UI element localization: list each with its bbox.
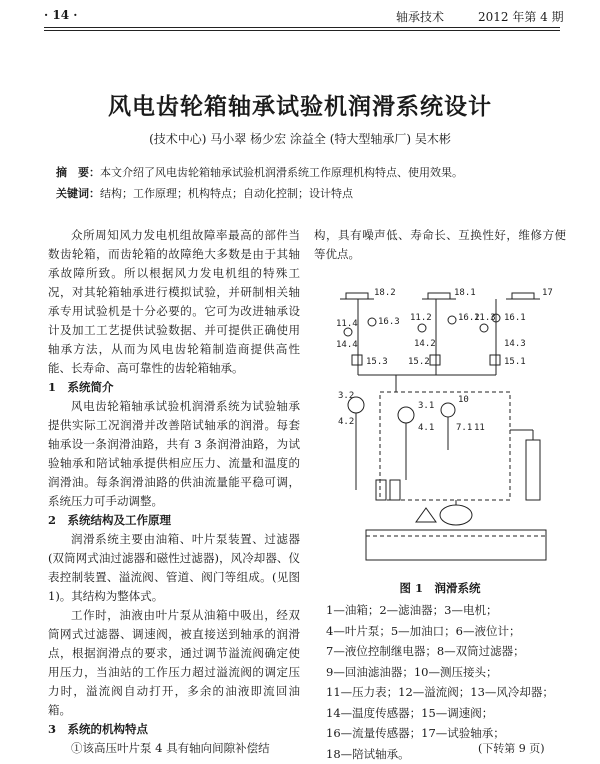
label-14-4: 14.4 [336,340,358,350]
label-15-2: 15.2 [408,357,430,367]
left-column [48,226,300,758]
journal-name: 轴承技术 [396,8,444,25]
bearing-18-2-shape [346,293,368,299]
label-3-1: 3.1 [418,401,434,411]
label-18-2: 18.2 [374,288,396,298]
label-16-2: 16.2 [458,313,480,323]
label-7-1: 7.1 [456,423,472,433]
label-11-2: 11.2 [410,313,432,323]
lubrication-system-diagram [336,280,566,570]
label-4-1: 4.1 [418,423,434,433]
section-2-heading: 2 系统结构及工作原理 [48,511,300,530]
keywords-label: 关键词： [56,187,100,200]
legend-line: 9—回油滤油器；10—测压接头； [326,662,566,683]
label-14-3: 14.3 [504,339,526,349]
header-rule-2 [44,30,560,31]
section-1-heading: 1 系统简介 [48,378,300,397]
authors: (技术中心) 马小翠 杨少宏 涂益全 (特大型轴承厂) 吴木彬 [0,130,600,147]
label-10: 10 [458,395,469,405]
page-number: · 14 · [44,8,77,22]
abstract-label: 摘 要： [56,166,100,179]
issue-label: 2012 年第 4 期 [478,8,564,25]
legend-line: 1—油箱；2—滤油器；3—电机； [326,600,566,621]
label-16-3: 16.3 [378,317,400,327]
section-3-text: ①该高压叶片泵 4 具有轴向间隙补偿结 [48,739,300,758]
keywords-text: 结构；工作原理；机构特点；自动化控制；设计特点 [100,187,353,200]
figure-caption: 图 1 润滑系统 [314,580,566,596]
continued-paragraph: 构，具有噪声低、寿命长、互换性好，维修方便等优点。 [314,226,566,264]
label-14-2: 14.2 [414,339,436,349]
bearing-18-1-shape [428,293,450,299]
keywords [56,185,566,201]
bearing-17-shape [512,293,534,299]
legend-line: 16—流量传感器；17—试验轴承； [326,723,566,744]
label-3-2: 3.2 [338,391,354,401]
label-16-1: 16.1 [504,313,526,323]
legend-line: 4—叶片泵；5—加油口；6—液位计； [326,621,566,642]
article-title: 风电齿轮箱轴承试验机润滑系统设计 [0,88,600,121]
label-11-4: 11.4 [336,319,358,329]
label-18-1: 18.1 [454,288,476,298]
label-4-2: 4.2 [338,417,354,427]
legend-line: 14—温度传感器；15—调速阀； [326,703,566,724]
abstract-text: 本文介绍了风电齿轮箱轴承试验机润滑系统工作原理机构特点、使用效果。 [100,166,463,179]
legend-line: 18—陪试轴承。 [326,744,566,764]
section-1-text: 风电齿轮箱轴承试验机润滑系统为试验轴承提供实际工况润滑并改善陪试轴承的润滑。每套轴承设一条润滑油路，共有 3 条润滑油路，为试验轴承和陪试轴承提供相应压力、流量和温度的润滑油。每条润滑油路的供油流量能平稳可调，系统压力可手动调整。 [48,397,300,511]
label-17: 17 [542,288,553,298]
section-3-heading: 3 系统的机构特点 [48,720,300,739]
label-11: 11 [474,423,485,433]
label-11-3: 11.3 [474,313,496,323]
header-rule [44,27,560,28]
section-2-text-1: 润滑系统主要由油箱、叶片泵装置、过滤器(双筒网式油过滤器和磁性过滤器)，风冷却器、仪表控制装置、溢流阀、管道、阀门等组成。(见图 1)。其结构为整体式。 [48,530,300,606]
legend-line: 11—压力表；12—溢流阀；13—风冷却器； [326,682,566,703]
abstract [56,164,566,180]
label-15-1: 15.1 [504,357,526,367]
section-2-text-2: 工作时，油液由叶片泵从油箱中吸出，经双筒网式过滤器、调速阀，被直接送到轴承的润滑点，根据润滑点的要求，通过调节溢流阀确定使用压力，当油站的工作压力超过溢流阀的调定压力时，溢流阀自动打开，多余的油液即流回油箱。 [48,606,300,720]
legend-line: 7—液位控制继电器；8—双筒过滤器； [326,641,566,662]
continued-note: (下转第 9 页) [478,740,545,756]
label-15-3: 15.3 [366,357,388,367]
right-column-top [314,226,566,264]
intro-paragraph: 众所周知风力发电机组故障率最高的部件当数齿轮箱，而齿轮箱的故障绝大多数是由于其轴承故障所致。所以根据风力发电机组的特殊工况，对其轮箱轴承进行模拟试验，并研制相关轴承专用试验机是十分必要的。它可为改进轴承设计及加工工艺提供试验数据、并可提供正确使用轴承方法，从而为风电齿轮箱制造商提供高性能、长寿命、高可靠性的齿轮箱轴承。 [48,226,300,378]
